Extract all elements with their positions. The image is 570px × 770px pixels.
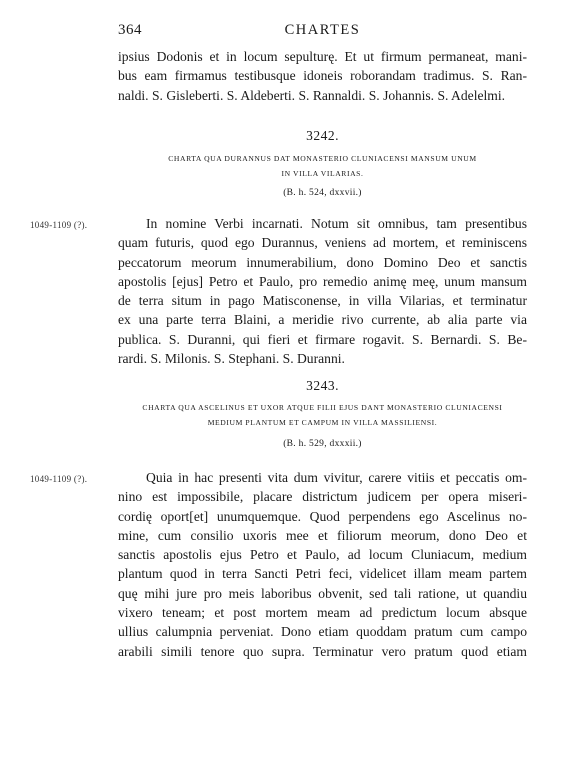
text-line: publica. S. Duranni, qui fieri et firmare rogavit. S. Bernardi. S. Be- [118,331,527,347]
charter-number: 3242. [306,128,339,143]
margin-date: 1049-1109 (?). [30,474,88,484]
text-line: naldi. S. Gisleberti. S. Aldeberti. S. Rannaldi. S. Johannis. S. Adelelmi. [118,87,506,103]
charter-source: (B. h. 529, dxxxii.) [283,439,362,449]
text-line: sanctis apostolis ejus Petro et Paulo, ad locum Cluniacum, medium [118,547,527,563]
charter-title [118,400,527,430]
text-line: arabili simili tenore quo supra. Terminatur vero pratum quod etiam [118,643,527,659]
text-line: peccatorum meorum innumerabilium, dono Domino Deo et sanctis [118,254,527,270]
text-line: quam futuris, quod ego Durannus, veniens ad mortem, et reminiscens [118,235,527,251]
text-line: bus eam firmamus testibusque idoneis roborandam tradimus. S. Ran- [118,68,527,84]
text-line: ex una parte terra Blaini, a meridie rivo currente, ab alia parte via [118,312,527,328]
page-header [118,22,527,44]
charter-text [118,214,527,368]
charter-title-line: CHARTA QUA ASCELINUS ET UXOR ATQUE FILII EJUS DANT MONASTERIO CLUNIACENSI [142,403,503,412]
text-line: Quia in hac presenti vita dum vivitur, carere vitiis et peccatis om- [146,470,527,485]
text-line: ullius calumpnia perveniat. Dono etiam quoddam pratum cum campo [118,624,527,640]
text-line: de terra situm in pago Matisconense, in villa Vilarias, et terminatur [118,293,527,309]
charter-source: (B. h. 524, dxxvii.) [283,188,362,198]
charter-text [118,468,527,661]
charter-title-line: MEDIUM PLANTUM ET CAMPUM IN VILLA MASSILIENSI. [207,418,438,427]
continuation-text [118,47,527,105]
page-number: 364 [118,22,142,38]
text-line: ipsius Dodonis et in locum sepulturę. Et ut firmum permaneat, mani- [118,49,527,64]
margin-date: 1049-1109 (?). [30,220,88,230]
charter-title-line: CHARTA QUA DURANNUS DAT MONASTERIO CLUNIACENSI MANSUM UNUM [168,154,477,163]
charter-title [118,151,527,181]
text-line: cordię oport[et] unumquemque. Quod perpendens ego Ascelinus no- [118,508,527,524]
text-line: mine, cum consilio uxoris mee et filiorum meorum, dono Deo et [118,527,527,543]
text-line: quę mihi jure pro meis laboribus obvenit, sed tali ratione, ut quandiu [118,585,527,601]
charter-title-line: IN VILLA VILARIAS. [281,169,364,178]
text-line: In nomine Verbi incarnati. Notum sit omnibus, tam presentibus [146,216,527,231]
text-line: apostolis [ejus] Petro et Paulo, pro remedio animę meę, unum mansum [118,273,527,289]
text-line: nino est impossibile, placare districtum judicem per opera miseri- [118,489,527,505]
running-head: CHARTES [284,22,361,38]
text-line: plantum quod in terra Sancti Petri feci, videlicet illam meam partem [118,566,527,582]
text-line: rardi. S. Milonis. S. Stephani. S. Duranni. [118,351,345,367]
text-line: vixero teneam; et post mortem meam ad predictum locum absque [118,605,527,621]
charter-number: 3243. [306,378,339,393]
